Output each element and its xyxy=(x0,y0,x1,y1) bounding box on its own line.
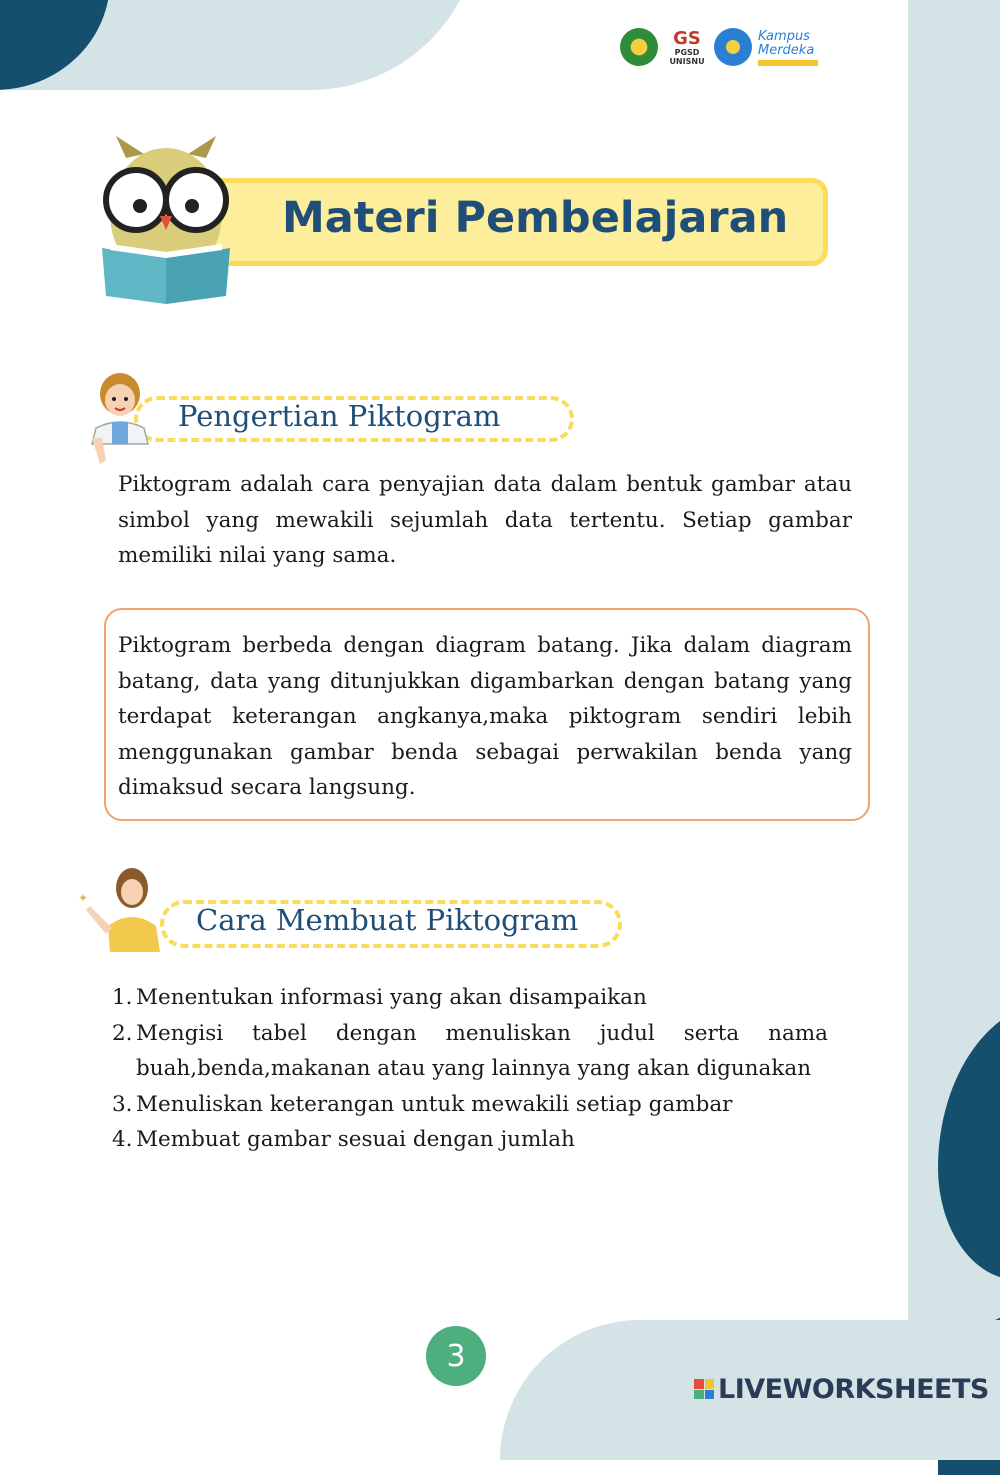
step-text: Mengisi tabel dengan menuliskan judul serta nama buah,benda,makanan atau yang lainnya yang akan digunakan xyxy=(136,1020,828,1081)
liveworksheets-brand[interactable] xyxy=(694,1372,989,1406)
kampus-merdeka-line2: Merdeka xyxy=(758,43,815,58)
liveworksheets-icon xyxy=(694,1379,714,1399)
kampus-merdeka-line1: Kampus xyxy=(758,29,810,44)
teacher-pointing-icon xyxy=(82,372,156,472)
university-logo xyxy=(620,28,658,66)
step-text: Menentukan informasi yang akan disampaikan xyxy=(136,985,647,1010)
step-number: 1. xyxy=(112,985,133,1010)
tut-wuri-logo xyxy=(714,28,752,66)
list-item xyxy=(112,980,828,1016)
woman-presenting-icon xyxy=(76,866,168,952)
section-heading-pengertian: Pengertian Piktogram xyxy=(178,399,501,433)
brand-text: LIVEWORKSHEETS xyxy=(718,1373,989,1405)
list-item xyxy=(112,1016,828,1087)
definition-paragraph: Piktogram adalah cara penyajian data dalam bentuk gambar atau simbol yang mewakili sejumlah data tertentu. Setiap gambar memiliki nilai yang sama. xyxy=(118,472,852,568)
svg-text:✦: ✦ xyxy=(78,891,89,905)
step-text: Menuliskan keterangan untuk mewakili setiap gambar xyxy=(136,1091,733,1117)
page-title: Materi Pembelajaran xyxy=(282,193,789,243)
list-item xyxy=(112,1087,828,1123)
section-heading-cara-membuat: Cara Membuat Piktogram xyxy=(196,903,579,937)
steps-list xyxy=(112,980,828,1158)
kampus-merdeka-bar xyxy=(758,60,818,66)
owl-reading-icon xyxy=(96,136,236,308)
step-text: Membuat gambar sesuai dengan jumlah xyxy=(136,1127,575,1152)
step-number: 4. xyxy=(112,1127,133,1152)
kampus-merdeka-logo xyxy=(758,28,828,68)
pgsd-logo xyxy=(667,28,707,68)
list-item xyxy=(112,1122,828,1158)
step-number: 2. xyxy=(112,1020,133,1046)
pgsd-logo-mark: GS xyxy=(673,28,701,49)
pgsd-logo-subtext: UNISNU xyxy=(669,57,705,66)
step-number: 3. xyxy=(112,1091,133,1117)
note-paragraph: Piktogram berbeda dengan diagram batang. Jika dalam diagram batang, data yang ditunjukkan digambarkan dengan batang yang terdapat keterangan angkanya,maka piktogram sendiri lebih menggunakan gambar benda sebagai perwakilan benda yang dimaksud secara langsung. xyxy=(118,633,852,800)
page-number-badge: 3 xyxy=(426,1326,486,1386)
pgsd-logo-text: PGSD xyxy=(674,48,700,57)
